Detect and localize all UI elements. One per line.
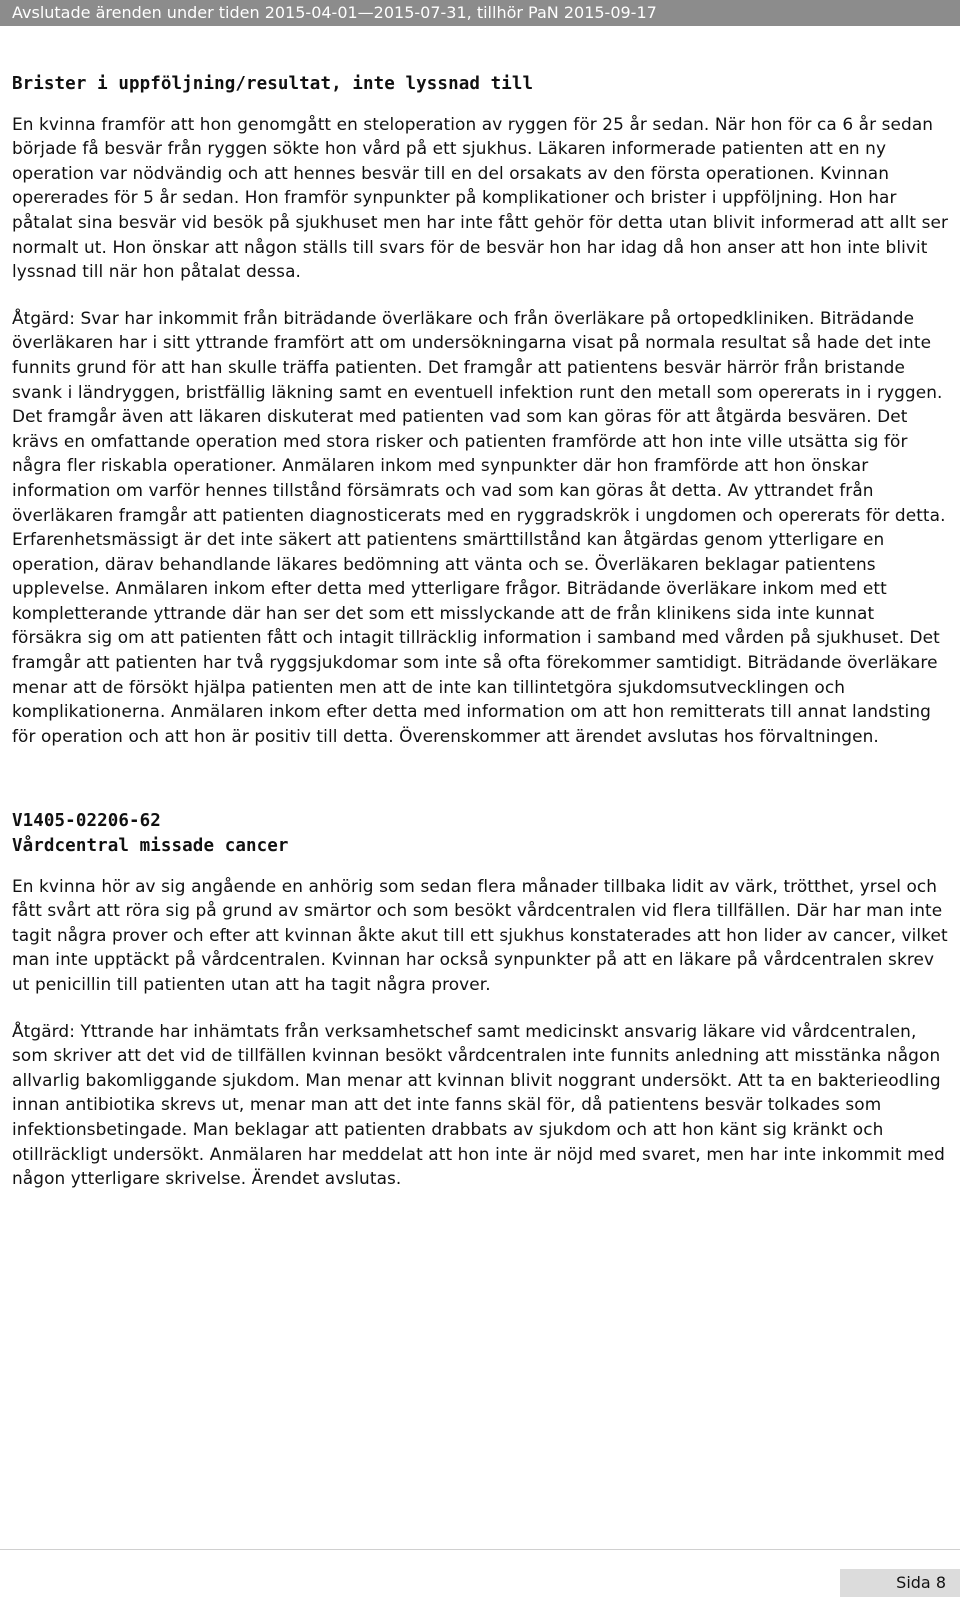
case-1-title: Brister i uppföljning/resultat, inte lyssnad till [12, 74, 534, 94]
document-header [0, 0, 960, 26]
header-title: Avslutade ärenden under tiden 2015-04-01—2015-07-31, tillhör PaN 2015-09-17 [12, 3, 657, 22]
case-1-description: En kvinna framför att hon genomgått en steloperation av ryggen för 25 år sedan. När hon för ca 6 år sedan började få besvär från ryggen sökte hon vård på ett sjukhus. Läkaren informerade patienten att en ny operation var nödvändig och att hennes besvär till en del orsakats av den första operationen. Kvinnan opererades för 5 år sedan. Hon framför synpunkter på komplikationer och brister i uppföljning. Hon har påtalat sina besvär vid besök på sjukhuset men har inte fått gehör för detta utan blivit informerad att allt ser normalt ut. Hon önskar att någon ställs till svars för de besvär hon har idag då hon anser att hon inte blivit lyssnad till när hon påtalat dessa. [12, 113, 949, 282]
case-2-description: En kvinna hör av sig angående en anhörig som sedan flera månader tillbaka lidit av värk, trötthet, yrsel och fått svårt att röra sig på grund av smärtor och som besökt vårdcentralen vid flera tillfällen. Där har man inte tagit några prover och efter att kvinnan åkte akut till ett sjukhus konstaterades att hon lider av cancer, vilket man inte upptäckt på vårdcentralen. Kvinnan har också synpunkter på att en läkare på vårdcentralen skrev ut penicillin till patienten utan att ha tagit några prover. [12, 875, 948, 994]
case-1-action: Åtgärd: Svar har inkommit från biträdande överläkare och från överläkare på ortopedkliniken. Biträdande överläkaren har i sitt yttrande framfört att om undersökningarna visat på normala resultat så hade det inte funnits grund för att han skulle träffa patienten. Det framgår att patientens besvär härrör från bristande svank i ländryggen, bristfällig läkning samt en eventuell infektion runt den metall som opererats in i ryggen. Det framgår även att läkaren diskuterat med patienten vad som kan göras för att åtgärda besvären. Det krävs en omfattande operation med stora risker och patienten framförde att hon inte ville utsätta sig för några fler riskabla operationer. Anmälaren inkom med synpunkter där hon framförde att hon önskar information om varför hennes tillstånd försämrats och vad som kan göras åt detta. Av yttrandet från överläkaren framgår att patienten diagnosticerats med en ryggradskrök i ungdomen och opererats för detta. Erfarenhetsmässigt är det inte säkert att patientens smärttillstånd kan åtgärdas genom ytterligare en operation, därav behandlande läkares bedömning att vänta och se. Överläkaren beklagar patientens upplevelse. Anmälaren inkom efter detta med ytterligare frågor. Biträdande överläkare inkom med ett kompletterande yttrande där han ser det som ett misslyckande att de från klinikens sida inte kunnat försäkra sig om att patienten fått och intagit tillräcklig information i samband med vården på sjukhuset. Det framgår att patienten har två ryggsjukdomar som inte så ofta förekommer samtidigt. Biträdande överläkare menar att de försökt hjälpa patienten men att de inte kan tillintetgöra sjukdomsutvecklingen och komplikationerna. Anmälaren inkom efter detta med information om att hon remitterats till annat landsting för operation och att hon är positiv till detta. Överenskommer att ärendet avslutas hos förvaltningen. [12, 307, 946, 746]
case-2-action: Åtgärd: Yttrande har inhämtats från verksamhetschef samt medicinskt ansvarig läkare vid vårdcentralen, som skriver att det vid de tillfällen kvinnan besökt vårdcentralen inte funnits anledning att misstänka någon allvarlig bakomliggande sjukdom. Man menar att kvinnan blivit noggrant undersökt. Att ta en bakterieodling innan antibiotika skrevs ut, menar man att det inte fanns skäl för, då patientens besvär tolkades som infektionsbetingade. Man beklagar att patienten drabbats av sjukdom och att hon känt sig kränkt och otillräckligt undersökt. Anmälaren har meddelat att hon inte är nöjd med svaret, men har inte inkommit med någon ytterligare skrivelse. Ärendet avslutas. [12, 1020, 945, 1189]
footer-divider [0, 1549, 960, 1550]
case-2-title: Vårdcentral missade cancer [12, 836, 289, 857]
page-footer [0, 1549, 960, 1597]
case-2-number: V1405-02206-62 [12, 811, 161, 832]
document-body [0, 72, 960, 1191]
page-number: Sida 8 [896, 1573, 946, 1592]
